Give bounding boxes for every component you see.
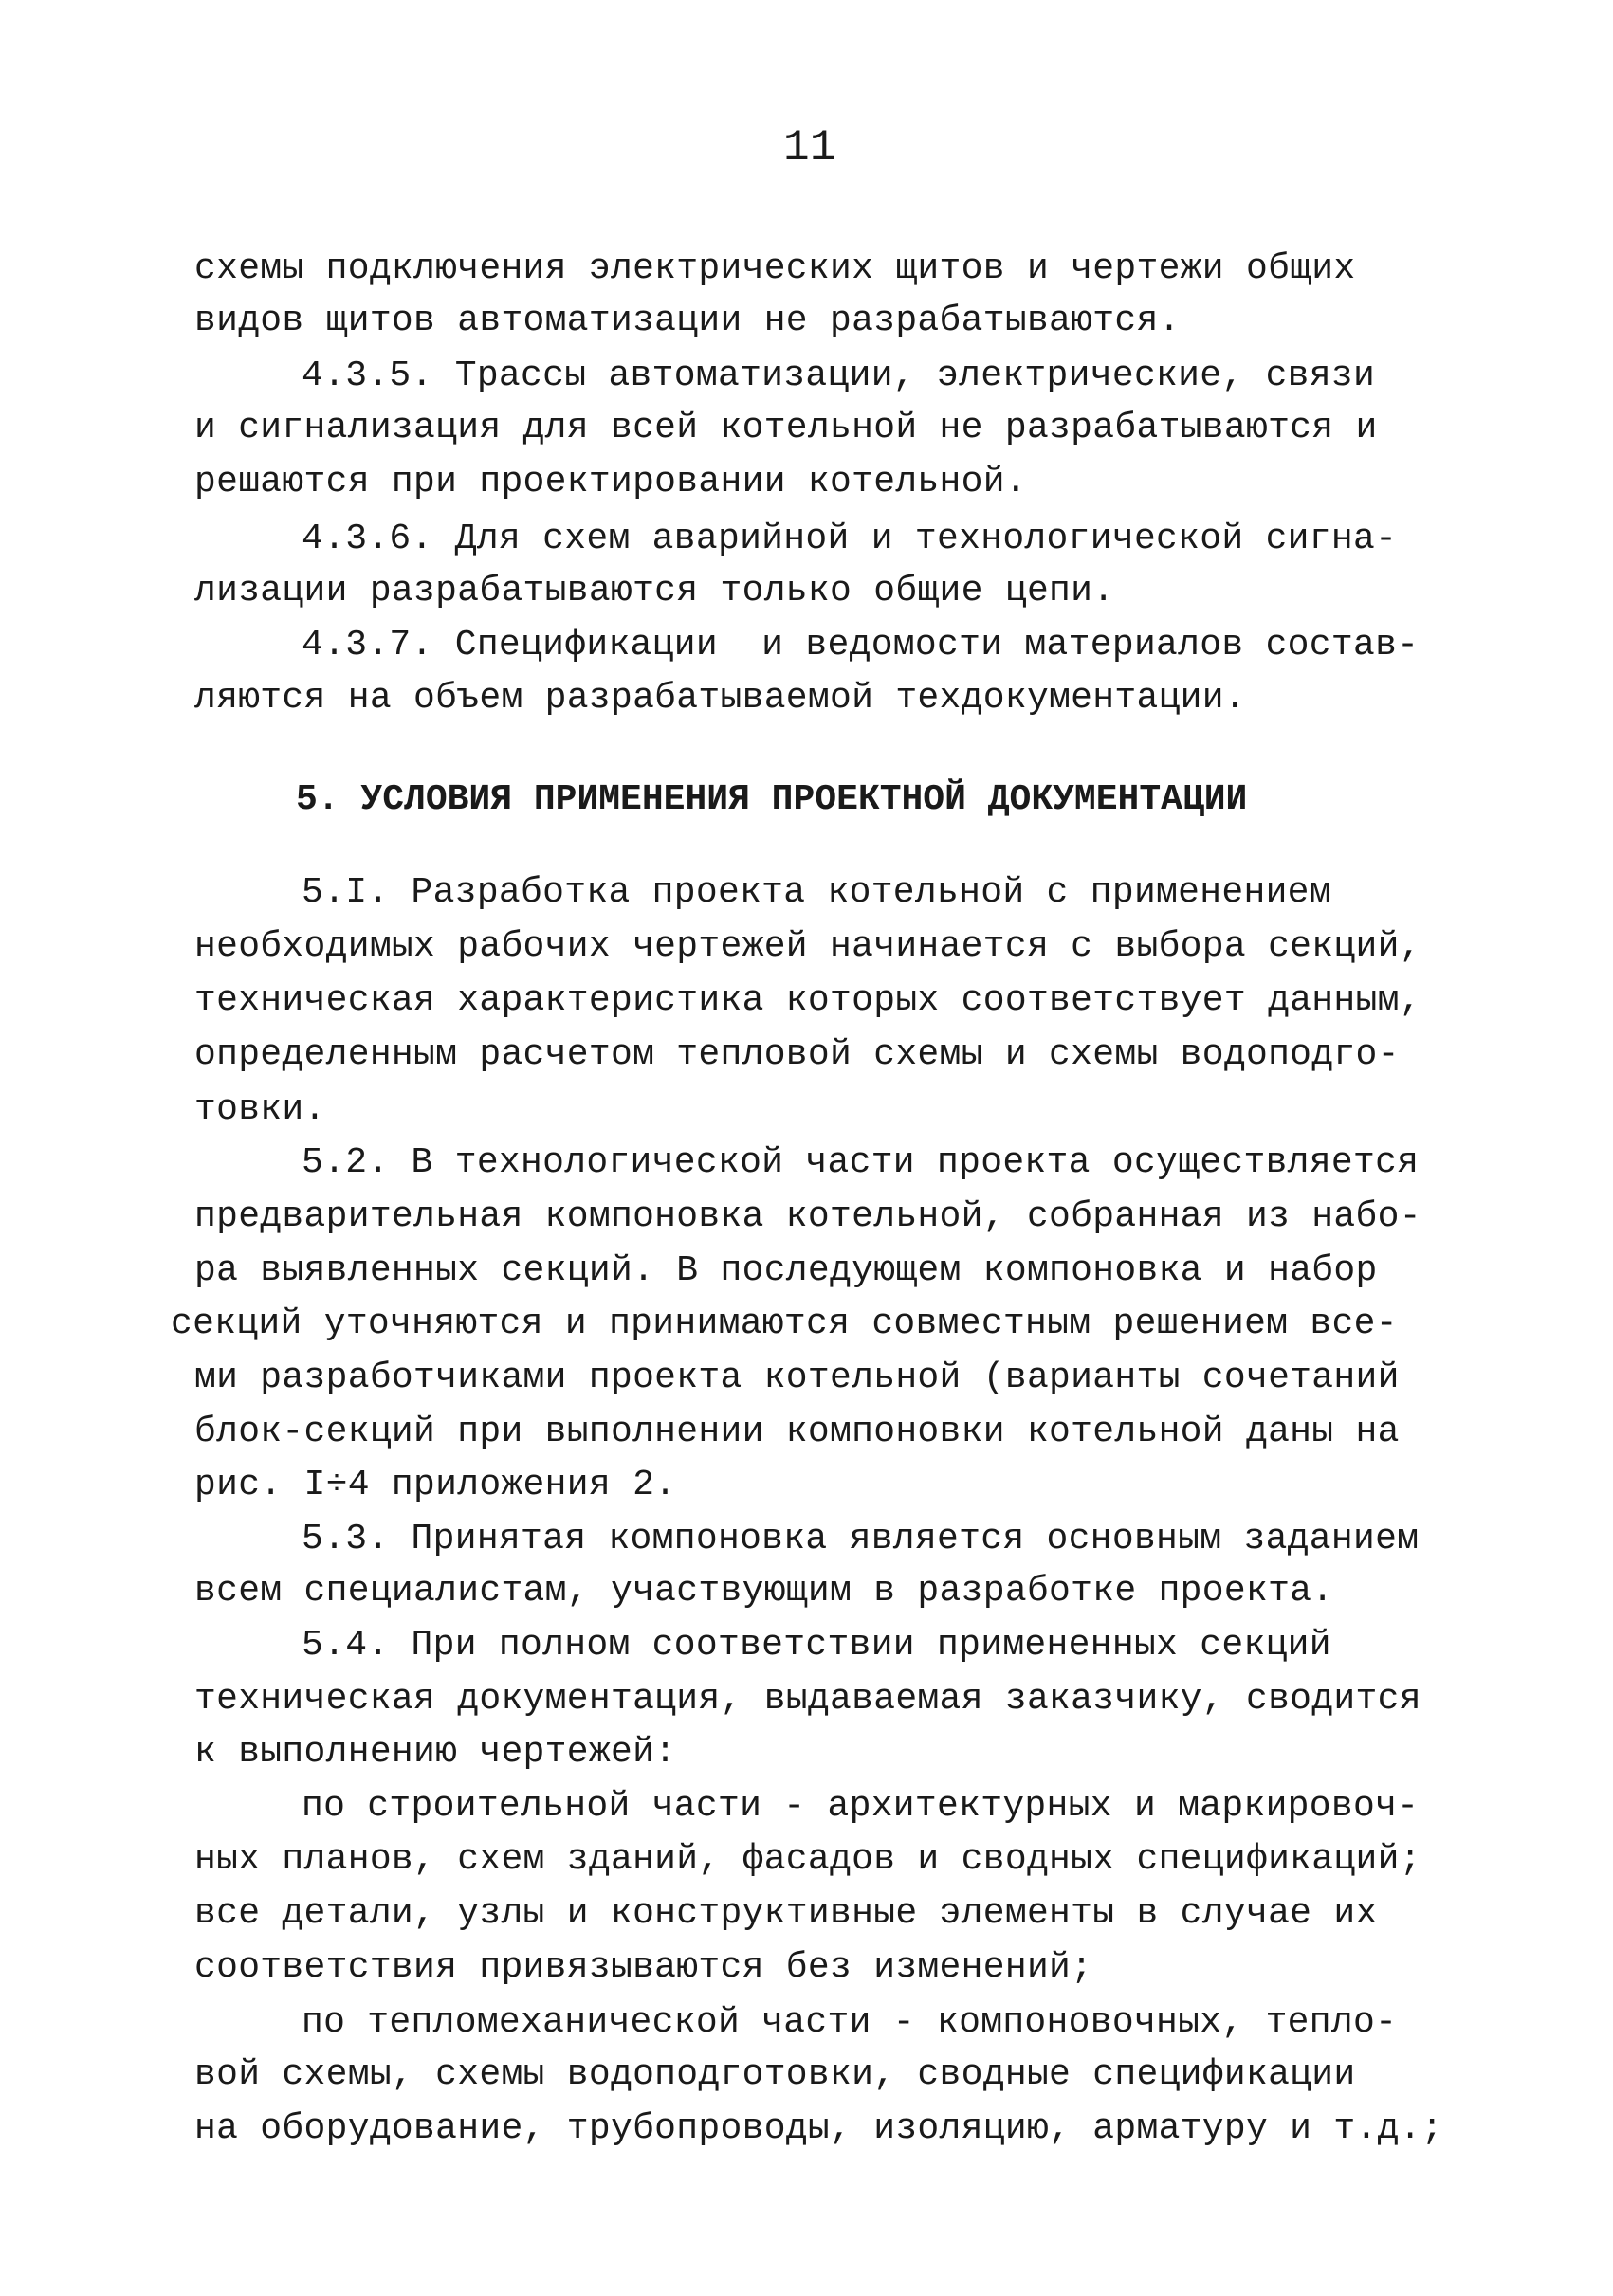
text-line: рис. I÷4 приложения 2.: [194, 1465, 677, 1505]
section-heading: 5. УСЛОВИЯ ПРИМЕНЕНИЯ ПРОЕКТНОЙ ДОКУМЕНТАЦИИ: [296, 779, 1248, 820]
text-line: секций уточняются и принимаются совместным решением все-: [171, 1303, 1398, 1344]
text-line: техническая характеристика которых соответствует данным,: [194, 980, 1421, 1021]
text-line: блок-секций при выполнении компоновки котельной даны на: [194, 1412, 1400, 1452]
text-line: лизации разрабатываются только общие цепи.: [194, 571, 1115, 611]
page-number: 11: [783, 123, 836, 173]
text-line: 5.I. Разработка проекта котельной с применением: [302, 872, 1331, 913]
text-line: вой схемы, схемы водоподготовки, сводные спецификации: [194, 2054, 1356, 2095]
text-line: 4.3.5. Трассы автоматизации, электрические, связи: [302, 355, 1376, 396]
text-line: 5.2. В технологической части проекта осуществляется: [302, 1142, 1420, 1183]
text-line: ми разработчиками проекта котельной (варианты сочетаний: [194, 1358, 1400, 1398]
text-line: по строительной части - архитектурных и маркировоч-: [302, 1786, 1420, 1827]
text-line: всем специалистам, участвующим в разработке проекта.: [194, 1571, 1334, 1612]
text-line: схемы подключения электрических щитов и чертежи общих: [194, 248, 1356, 289]
text-line: товки.: [194, 1089, 326, 1130]
text-line: ра выявленных секций. В последующем компоновка и набор: [194, 1250, 1378, 1291]
text-line: соответствия привязываются без изменений;: [194, 1947, 1093, 1988]
text-line: определенным расчетом тепловой схемы и схемы водоподго-: [194, 1034, 1400, 1075]
text-line: ных планов, схем зданий, фасадов и сводных спецификаций;: [194, 1839, 1421, 1880]
text-line: все детали, узлы и конструктивные элементы в случае их: [194, 1893, 1378, 1934]
text-line: на оборудование, трубопроводы, изоляцию, арматуру и т.д.;: [194, 2108, 1443, 2149]
text-line: предварительная компоновка котельной, собранная из набо-: [194, 1196, 1421, 1237]
text-line: и сигнализация для всей котельной не разрабатываются и: [194, 408, 1378, 448]
text-line: 5.4. При полном соответствии примененных секций: [302, 1625, 1331, 1666]
text-line: решаются при проектировании котельной.: [194, 462, 1027, 502]
text-line: ляются на объем разрабатываемой техдокументации.: [194, 678, 1246, 719]
text-line: 4.3.7. Спецификации и ведомости материалов состав-: [302, 625, 1420, 665]
text-line: необходимых рабочих чертежей начинается с выбора секций,: [194, 926, 1421, 967]
text-line: видов щитов автоматизации не разрабатываются.: [194, 301, 1181, 341]
text-line: к выполнению чертежей:: [194, 1732, 677, 1773]
text-line: 4.3.6. Для схем аварийной и технологической сигна-: [302, 519, 1398, 559]
text-line: по тепломеханической части - компоновочных, тепло-: [302, 2002, 1398, 2043]
text-line: техническая документация, выдаваемая заказчику, сводится: [194, 1679, 1421, 1720]
text-line: 5.3. Принятая компоновка является основным заданием: [302, 1519, 1420, 1559]
